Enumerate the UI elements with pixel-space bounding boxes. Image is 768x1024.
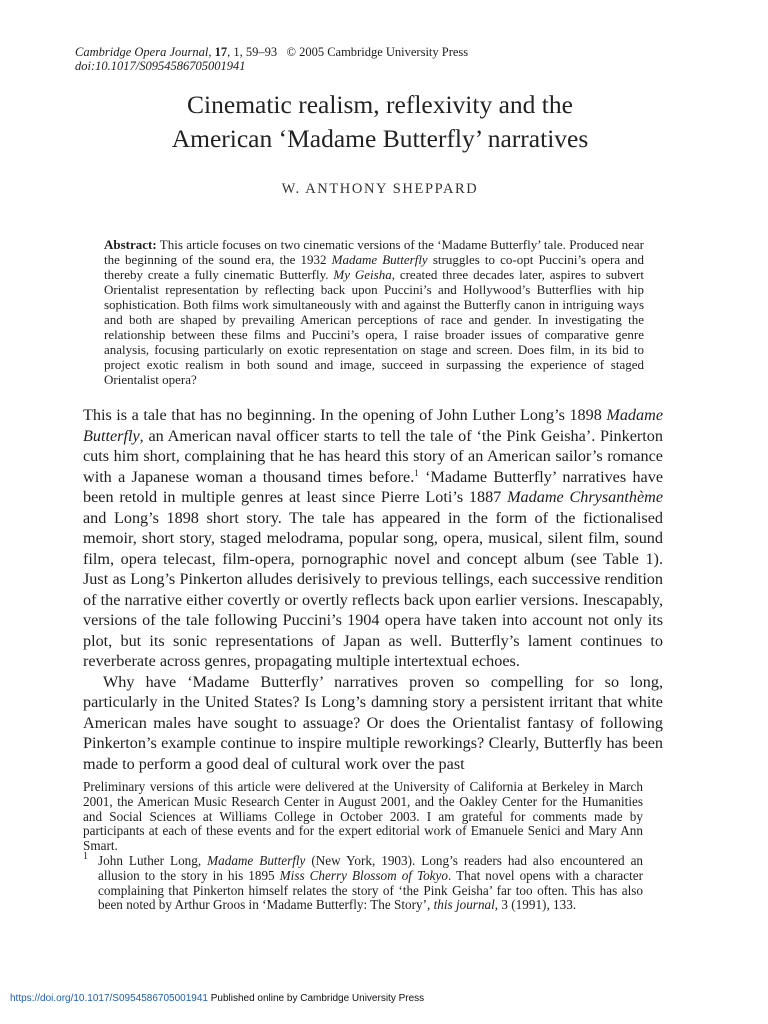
footnote-1 [83, 850, 644, 913]
footnotes [83, 780, 643, 913]
volume: 17 [214, 45, 228, 59]
doi-link[interactable]: https://doi.org/10.1017/S0954586705001941 [10, 993, 208, 1004]
abstract-text: , created three decades later, aspires to subvert Orientalist representation by reflecting back upon Puccini’s and Hollywood’s Butterflies with hip sophistication. Both films work simultaneously with and against the Butterfly canon in intriguing ways and both are shaped by prevailing American perceptions of race and gender. In investigating the relationship between these films and Puccini’s opera, I raise broader issues of comparative genre analysis, focusing particularly on exotic representation on stage and screen. Does film, in its bid to project exotic realism in both sound and image, succeed in surpassing the experience of staged Orientalist opera? [104, 266, 644, 387]
abstract-text: This article focuses on two cinematic versions of the ‘Madame Butterfly’ tale. Produced near the beginning of the sound era, the 1932 [104, 237, 645, 267]
abstract-text: struggles to co-opt Puccini’s opera and thereby create a fully cinematic Butterfly. [104, 251, 644, 282]
acknowledgement-note: Preliminary versions of this article were delivered at the University of California at Berkeley in March 2001, the American Music Research Center in August 2001, and the Oakley Center for the Humanities and Social Sciences at Williams College in October 2003. I am grateful for comments made by participants at each of these events and for the expert editorial work of Emanuele Senici and Mary Ann Smart. [83, 779, 643, 854]
footnote-text: (New York, 1903). Long’s readers had also encountered an allusion to the story in his 1895 [98, 852, 644, 883]
title-line-2: American ‘Madame Butterfly’ narratives [171, 124, 589, 153]
page-footer [10, 993, 424, 1004]
body-text: ‘Madame Butterfly’ narratives have been retold in multiple genres at least since Pierre Loti’s 1887 [83, 467, 664, 506]
footnote-text: John Luther Long, [98, 852, 202, 868]
book-title: Miss Cherry Blossom of Tokyo [279, 867, 448, 883]
journal-name: Cambridge Opera Journal [75, 45, 209, 59]
film-title: Madame Butterfly [331, 251, 428, 267]
footnote-ref[interactable]: 1 [414, 467, 419, 478]
footnote-number: 1 [83, 850, 88, 862]
book-title: Madame Chrysanthème [507, 488, 664, 506]
article-title [60, 88, 700, 156]
footnote-text: . That novel opens with a character complaining that Pinkerton himself relates the story of ‘the Pink Geisha’ far too often. This has also been noted by Arthur Groos in ‘Madame Butterfly: The Story’, [98, 867, 644, 913]
author-name: W. ANTHONY SHEPPARD [281, 181, 479, 197]
abstract [104, 238, 644, 388]
paragraph: Why have ‘Madame Butterfly’ narratives proven so compelling for so long, particularly in the United States? Is Long’s damning story a persistent irritant that white American males have sought to assuage? Or does the Orientalist fantasy of following Pinkerton’s example continue to inspire multiple reworkings? Clearly, Butterfly has been made to perform a good deal of cultural work over the past [83, 672, 663, 773]
body-text: , an American naval officer starts to tell the tale of ‘the Pink Geisha’. Pinkerton cuts him short, complaining that he has heard this story of an American sailor’s romance with a Japanese woman a thousand times before. [83, 426, 663, 486]
page-range: 59–93 [245, 45, 278, 59]
citation-line: Cambridge Opera Journal, 17, 1, 59–93 © 2005 Cambridge University Press [75, 45, 469, 59]
published-online-text: Published online by Cambridge University Press [210, 993, 425, 1004]
abstract-label: Abstract: [104, 237, 157, 252]
issue: 1 [233, 45, 240, 59]
copyright: © 2005 Cambridge University Press [286, 45, 469, 59]
footnote-text: , 3 (1991), 133. [494, 897, 577, 913]
title-line-1: Cinematic realism, reflexivity and the [187, 90, 573, 119]
header-doi: doi:10.1017/S0954586705001941 [75, 59, 246, 73]
book-title: Madame Butterfly [83, 406, 663, 445]
book-title: Madame Butterfly [207, 852, 306, 868]
article-body [83, 405, 663, 774]
body-text: This is a tale that has no beginning. In the opening of John Luther Long’s 1898 [83, 406, 602, 424]
body-text: and Long’s 1898 short story. The tale has appeared in the form of the fictionalised memoir, short story, staged melodrama, popular song, opera, musical, silent film, sound film, opera telecast, film-opera, pornographic novel and concept album (see Table 1). Just as Long’s Pinkerton alludes derisively to previous tellings, each successive rendition of the narrative either covertly or overtly reflects back upon earlier versions. Inescapably, versions of the tale following Puccini’s 1904 opera have taken into account not only its plot, but its sonic representations of Japan as well. Butterfly’s lament continues to reverberate across genres, propagating multiple intertextual echoes. [83, 508, 663, 670]
journal-header [75, 45, 468, 73]
journal-ref: this journal [433, 897, 495, 913]
film-title: My Geisha [333, 266, 392, 282]
paragraph [83, 405, 663, 672]
